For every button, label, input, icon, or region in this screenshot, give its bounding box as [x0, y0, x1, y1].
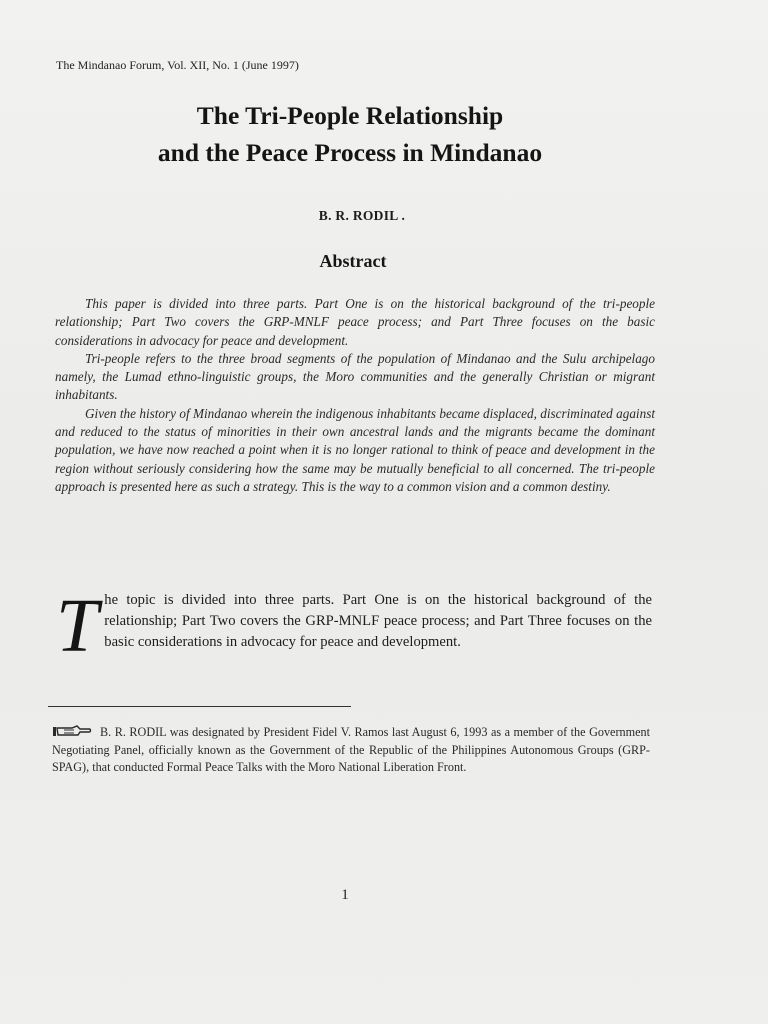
abstract-paragraph: This paper is divided into three parts. Part One is on the historical background of the tri-people relationship; Part Two covers the GRP-MNLF peace process; and Part Three focuses on the basic considerations in advocacy for peace and development. [55, 296, 655, 348]
footnote [52, 724, 650, 777]
intro-text: he topic is divided into three parts. Part One is on the historical background of the relationship; Part Two covers the GRP-MNLF peace process; and Part Three focuses on the basic considerations in advocacy for peace and development. [104, 592, 652, 651]
drop-cap: T [56, 584, 99, 668]
abstract-paragraph: Tri-people refers to the three broad segments of the population of Mindanao and the Sulu archipelago namely, the Lumad ethno-linguistic groups, the Moro communities and the generally Christian or migrant inhabitants. [55, 350, 655, 403]
abstract-heading: Abstract [319, 251, 387, 271]
footnote-divider [48, 706, 351, 707]
article-title-line-1: The Tri-People Relationship [196, 101, 504, 130]
abstract-paragraph: Given the history of Mindanao wherein the indigenous inhabitants became displaced, discriminated against and reduced to the status of minorities in their own ancestral lands and the migrants became the dominant population, we have now reached a point when it is no longer rational to think of peace and development in the region without seriously considering how the same may be mutually beneficial to all concerned. The tri-people approach is presented here as such a strategy. This is the way to a common vision and a common destiny. [55, 405, 655, 494]
abstract-body [55, 295, 655, 496]
intro-paragraph [48, 584, 652, 668]
article-title-line-2: and the Peace Process in Mindanao [157, 138, 543, 167]
page-number: 1 [341, 887, 349, 903]
journal-header: The Mindanao Forum, Vol. XII, No. 1 (June 1997) [56, 58, 299, 72]
pointing-hand-icon [52, 725, 92, 737]
author-name: B. R. RODIL . [318, 208, 406, 223]
footnote-text: B. R. RODIL was designated by President Fidel V. Ramos last August 6, 1993 as a member of the Government Negotiating Panel, officially known as the Government of the Republic of the Philippines Autonomous Groups (GRP-SPAG), that conducted Formal Peace Talks with the Moro National Liberation Front. [52, 725, 650, 774]
